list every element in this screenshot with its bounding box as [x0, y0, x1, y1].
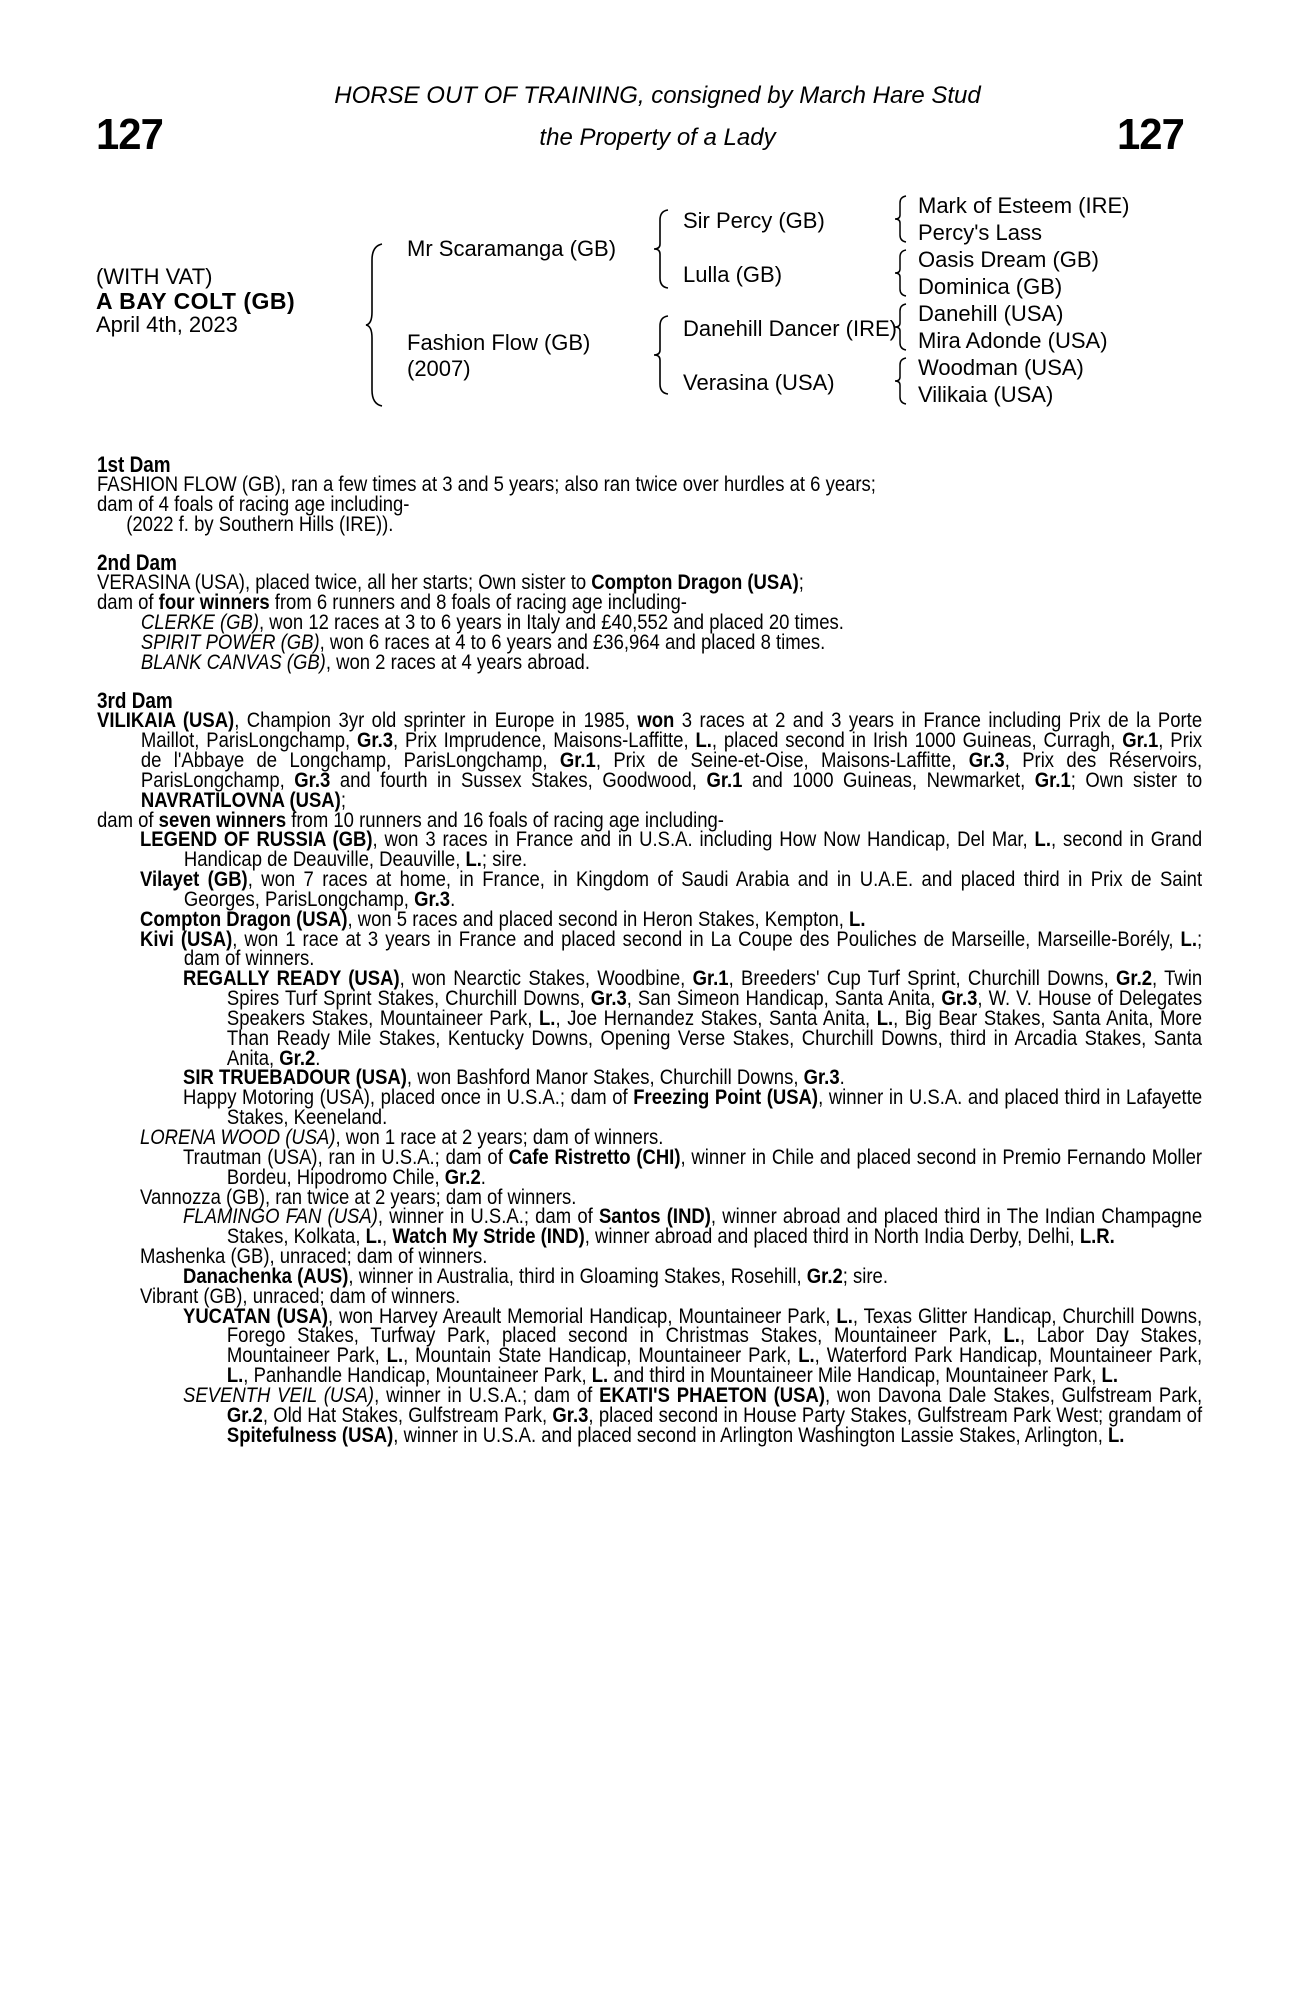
pedigree-brace-main — [364, 242, 388, 408]
gen3-ancestor: Vilikaia (USA) — [918, 382, 1054, 407]
dam-sire-name: Danehill Dancer (IRE) — [683, 316, 897, 341]
progeny-entry: Vibrant (GB), unraced; dam of winners. — [140, 1283, 461, 1308]
gen3-brace-3 — [893, 302, 909, 352]
progeny-entry: Mashenka (GB), unraced; dam of winners. — [140, 1244, 488, 1269]
horse-name: Compton Dragon (USA) — [591, 570, 799, 595]
dam-of-line: dam of seven winners from 10 runners and 16 foals of racing age including- — [97, 807, 724, 832]
progeny-entry: SEVENTH VEIL (USA), winner in U.S.A.; dam of EKATI'S PHAETON (USA), won Davona Dale Stakes, Gulfstream Park, Gr.2, Old Hat Stakes, Gulfstream Park, Gr.3, placed second in House Party Stakes, Gulfstream Park West; grandam of Spitefulness (USA), winner in U.S.A. and placed second in Arlington Washington Lassie Stakes, Arlington, L. — [183, 1382, 1203, 1447]
progeny-entry: Kivi (USA), won 1 race at 3 years in France and placed second in La Coupe des Pouliches de Marseille, Marseille-Borély, L.; dam of winners. — [140, 926, 1203, 971]
progeny-entry: SPIRIT POWER (GB), won 6 races at 4 to 6 years and £36,964 and placed 8 times. — [140, 629, 826, 654]
vat-note: (WITH VAT) — [96, 264, 213, 289]
gen3-ancestor: Percy's Lass — [918, 220, 1043, 245]
third-dam-heading: 3rd Dam — [97, 688, 173, 714]
progeny-entry: Vilayet (GB), won 7 races at home, in France, in Kingdom of Saudi Arabia and in U.A.E. and placed third in Prix de Saint Georges, ParisLongchamp, Gr.3. — [140, 867, 1203, 911]
lot-number-left: 127 — [96, 110, 163, 159]
gen3-ancestor: Mira Adonde (USA) — [918, 328, 1108, 353]
property-line: the Property of a Lady — [539, 124, 776, 151]
first-dam-heading: 1st Dam — [97, 452, 171, 477]
progeny-entry: REGALLY READY (USA), won Nearctic Stakes, Woodbine, Gr.1, Breeders' Cup Turf Sprint, Churchill Downs, Gr.2, Twin Spires Turf Sprint Stakes, Churchill Downs, Gr.3, San Simeon Handicap, Santa Anita, Gr.3, W. V. House of Delegates Speakers Stakes, Mountaineer Park, L., Joe Hernandez Stakes, Santa Anita, L., Big Bear Stakes, Santa Anita, More Than Ready Mile Stakes, Kentucky Downs, Opening Verse Stakes, Churchill Downs, third in Arcadia Stakes, Santa Anita, Gr.2. — [183, 966, 1203, 1070]
gen3-brace-1 — [893, 194, 909, 244]
second-dam-line: VERASINA (USA), placed twice, all her starts; Own sister to Compton Dragon (USA); — [97, 570, 804, 595]
progeny-entry: Happy Motoring (USA), placed once in U.S.A.; dam of Freezing Point (USA), winner in U.S.A. and placed third in Lafayette Stakes, Keeneland. — [183, 1085, 1203, 1130]
second-dam-heading: 2nd Dam — [97, 550, 177, 576]
progeny-entry: CLERKE (GB), won 12 races at 3 to 6 years in Italy and £40,552 and placed 20 times. — [140, 609, 844, 634]
foaling-date: April 4th, 2023 — [96, 312, 238, 337]
progeny-entry: Trautman (USA), ran in U.S.A.; dam of Cafe Ristretto (CHI), winner in Chile and placed second in Premio Fernando Moller Bordeu, Hipodromo Chile, Gr.2. — [183, 1144, 1203, 1189]
progeny-entry: SIR TRUEBADOUR (USA), won Bashford Manor Stakes, Churchill Downs, Gr.3. — [183, 1065, 845, 1090]
gen3-ancestor: Woodman (USA) — [918, 355, 1084, 380]
second-dam-line: dam of four winners from 6 runners and 8 foals of racing age including- — [97, 590, 687, 615]
gen3-brace-2 — [893, 248, 909, 298]
progeny-entry: YUCATAN (USA), won Harvey Areault Memorial Handicap, Mountaineer Park, L., Texas Glitter Handicap, Churchill Downs, Forego Stakes, Turfway Park, placed second in Christmas Stakes, Mountaineer Park, L., Labor Day Stakes, Mountaineer Park, L., Mountain State Handicap, Mountaineer Park, L., Waterford Park Handicap, Mountaineer Park, L., Panhandle Handicap, Mountaineer Park, L. and third in Mountaineer Mile Handicap, Mountaineer Park, L. — [183, 1303, 1203, 1388]
subject-block — [96, 265, 295, 337]
dam-dam-name: Verasina (USA) — [683, 370, 835, 395]
progeny-entry: Compton Dragon (USA), won 5 races and placed second in Heron Stakes, Kempton, L. — [140, 906, 866, 931]
sire-sire-name: Sir Percy (GB) — [683, 208, 825, 233]
gen3-ancestor: Mark of Esteem (IRE) — [918, 193, 1130, 218]
gen3-ancestor: Danehill (USA) — [918, 301, 1064, 326]
progeny-entry: Vannozza (GB), ran twice at 2 years; dam of winners. — [140, 1184, 577, 1209]
consignor-line: HORSE OUT OF TRAINING, consigned by March Hare Stud — [334, 82, 981, 109]
gen3-ancestor: Oasis Dream (GB) — [918, 247, 1099, 272]
third-dam-entry: VILIKAIA (USA), Champion 3yr old sprinter in Europe in 1985, won 3 races at 2 and 3 years in France including Prix de la Porte Maillot, ParisLongchamp, Gr.3, Prix Imprudence, Maisons-Laffitte, L., placed second in Irish 1000 Guineas, Curragh, Gr.1, Prix de l'Abbaye de Longchamp, ParisLongchamp, Gr.1, Prix de Seine-et-Oise, Maisons-Laffitte, Gr.3, Prix des Réservoirs, ParisLongchamp, Gr.3 and fourth in Sussex Stakes, Goodwood, Gr.1 and 1000 Guineas, Newmarket, Gr.1; Own sister to NAVRATILOVNA (USA); — [97, 708, 1203, 812]
first-dam-produce: (2022 f. by Southern Hills (IRE)). — [126, 511, 394, 536]
dam-name: Fashion Flow (GB) — [407, 330, 591, 355]
first-dam-line: dam of 4 foals of racing age including- — [97, 491, 410, 516]
progeny-entry: LORENA WOOD (USA), won 1 race at 2 years; dam of winners. — [140, 1125, 664, 1149]
sire-dam-name: Lulla (GB) — [683, 262, 783, 287]
dam-brace — [652, 314, 672, 396]
sire-name: Mr Scaramanga (GB) — [407, 236, 617, 261]
dam-year: (2007) — [407, 356, 471, 381]
gen3-brace-4 — [893, 356, 909, 406]
catalogue-body — [97, 452, 1203, 1447]
first-dam-line: FASHION FLOW (GB), ran a few times at 3 and 5 years; also ran twice over hurdles at 6 years; — [97, 471, 876, 496]
gen3-ancestor: Dominica (GB) — [918, 274, 1063, 299]
subject-name: A BAY COLT (GB) — [96, 288, 296, 314]
lot-number-right: 127 — [1117, 110, 1184, 159]
sire-brace — [652, 208, 672, 290]
progeny-entry: FLAMINGO FAN (USA), winner in U.S.A.; dam of Santos (IND), winner abroad and placed third in The Indian Champagne Stakes, Kolkata, L., Watch My Stride (IND), winner abroad and placed third in North India Derby, Delhi, L.R. — [183, 1204, 1203, 1249]
progeny-entry: Danachenka (AUS), winner in Australia, third in Gloaming Stakes, Rosehill, Gr.2; sire. — [183, 1263, 888, 1288]
progeny-entry: BLANK CANVAS (GB), won 2 races at 4 years abroad. — [140, 649, 590, 674]
progeny-entry: LEGEND OF RUSSIA (GB), won 3 races in France and in U.S.A. including How Now Handicap, Del Mar, L., second in Grand Handicap de Deauville, Deauville, L.; sire. — [140, 827, 1203, 872]
